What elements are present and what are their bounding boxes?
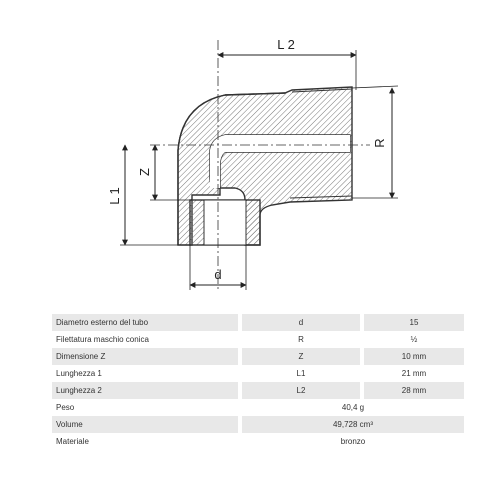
spec-label: Dimensione Z — [52, 348, 238, 365]
spec-symbol: d — [242, 314, 360, 331]
table-row — [52, 416, 464, 433]
spec-symbol: L2 — [242, 382, 360, 399]
spec-label: Volume — [52, 416, 238, 433]
dim-label-l1: L 1 — [107, 187, 122, 205]
spec-label: Lunghezza 1 — [52, 365, 238, 382]
table-row — [52, 331, 464, 348]
spec-value: ½ — [364, 331, 464, 348]
dim-label-z: Z — [137, 168, 152, 176]
spec-symbol: L1 — [242, 365, 360, 382]
fitting-body — [150, 40, 370, 290]
spec-label: Lunghezza 2 — [52, 382, 238, 399]
specifications-table — [52, 314, 464, 450]
spec-value: 21 mm — [364, 365, 464, 382]
dim-label-r: R — [372, 138, 387, 148]
spec-value: 15 — [364, 314, 464, 331]
spec-value: 10 mm — [364, 348, 464, 365]
spec-value: 40,4 g — [242, 399, 464, 416]
spec-value: bronzo — [242, 433, 464, 450]
spec-value: 49,728 cm³ — [242, 416, 464, 433]
table-row — [52, 433, 464, 450]
spec-label: Peso — [52, 399, 238, 416]
spec-label: Diametro esterno del tubo — [52, 314, 238, 331]
dim-label-d: d — [214, 267, 222, 282]
spec-symbol: R — [242, 331, 360, 348]
table-row — [52, 365, 464, 382]
table-row — [52, 382, 464, 399]
table-row — [52, 399, 464, 416]
table-row — [52, 314, 464, 331]
spec-value: 28 mm — [364, 382, 464, 399]
dim-label-l2: L 2 — [277, 37, 295, 52]
spec-symbol: Z — [242, 348, 360, 365]
spec-label: Filettatura maschio conica — [52, 331, 238, 348]
spec-label: Materiale — [52, 433, 238, 450]
table-row — [52, 348, 464, 365]
